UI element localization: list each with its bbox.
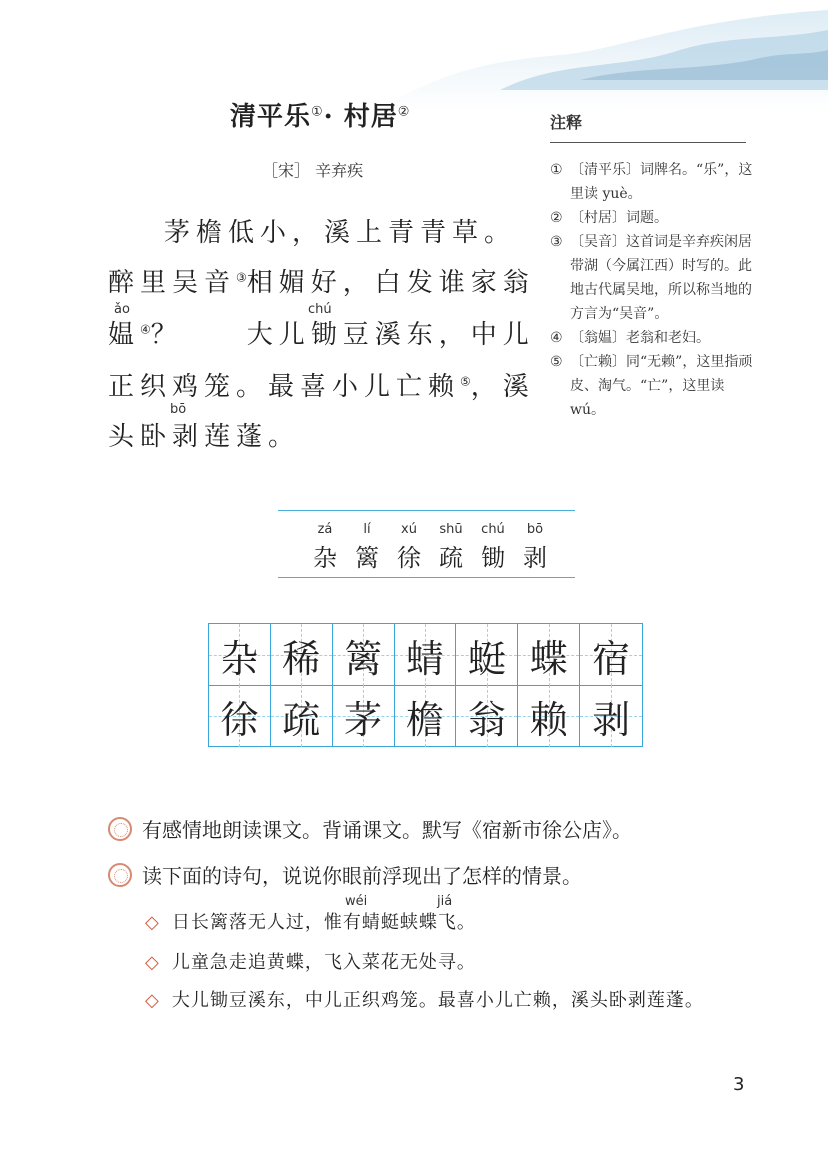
grid-row-1 [209, 624, 642, 686]
grid-cell: 翁 [456, 685, 518, 747]
pinyin-chu: chú [308, 302, 332, 317]
diamond-bullet-icon: ◇ [145, 952, 160, 973]
seal-bullet-icon [108, 817, 132, 841]
landscape-banner-illustration [380, 0, 828, 110]
vocab-bottom-rule [278, 577, 575, 578]
pinyin-jia: jiá [437, 894, 453, 909]
page-number: 3 [733, 1074, 745, 1095]
grid-cell: 徐 [209, 685, 271, 747]
poem-line-2: 醉里吴音③相媚好，白发谁家翁 [108, 268, 535, 298]
verse-item-1: ◇ 日长篱落无人过，惟有蜻蜓蛱蝶飞。 [145, 912, 476, 933]
vocab-word: zá 杂 [313, 522, 337, 572]
annotation-item: ④ 〔翁媪〕老翁和老妇。 [550, 330, 710, 346]
writing-practice-grid [208, 623, 643, 747]
footnote-marker-1: ① [311, 104, 324, 120]
annotations-panel [550, 110, 753, 418]
diamond-bullet-icon: ◇ [145, 990, 160, 1011]
poem-author: ［宋］ 辛弃疾 [262, 161, 364, 180]
diamond-bullet-icon: ◇ [145, 912, 160, 933]
grid-cell: 杂 [209, 624, 271, 686]
pinyin-bo: bō [170, 402, 187, 417]
exercise-1: 有感情地朗读课文。背诵课文。默写《宿新市徐公店》。 [108, 814, 632, 843]
poem-line-1: 茅檐低小，溪上青青草。 [164, 218, 517, 248]
annotation-item: ③ 〔吴音〕这首词是辛弃疾闲居带湖（今属江西）时写的。此地古代属吴地，所以称当地的方言为“吴音”。 [550, 234, 752, 322]
new-words-box [278, 510, 575, 578]
vocab-word: bō 剥 [523, 522, 547, 572]
grid-row-2 [209, 685, 642, 747]
seal-bullet-icon [108, 863, 132, 887]
annotations-divider [550, 142, 746, 143]
grid-cell: 蜓 [456, 624, 518, 686]
grid-cell: 稀 [271, 624, 333, 686]
exercise-2: 读下面的诗句，说说你眼前浮现出了怎样的情景。 [108, 860, 582, 889]
footnote-marker-2: ② [397, 104, 411, 120]
vocab-word: chú 锄 [481, 522, 505, 572]
vocab-word: xú 徐 [397, 522, 421, 572]
pinyin-wei: wéi [345, 894, 368, 909]
grid-cell: 宿 [580, 624, 642, 686]
annotation-item: ⑤ 〔亡赖〕同“无赖”，这里指顽皮、淘气。“亡”，这里读 wú。 [550, 354, 753, 418]
vocab-word: shū 疏 [439, 522, 463, 572]
grid-cell: 赖 [518, 685, 580, 747]
verse-item-3: ◇ 大儿锄豆溪东，中儿正织鸡笼。最喜小儿亡赖，溪头卧剥莲蓬。 [145, 990, 704, 1011]
vocab-top-rule [278, 510, 575, 511]
grid-cell: 蝶 [518, 624, 580, 686]
grid-cell: 疏 [271, 685, 333, 747]
grid-cell: 蜻 [395, 624, 457, 686]
grid-cell: 剥 [580, 685, 642, 747]
grid-cell: 茅 [333, 685, 395, 747]
pinyin-ao: ǎo [114, 302, 130, 317]
poem-title: 清平乐①· 村居② [230, 102, 411, 132]
verse-item-2: ◇ 儿童急走追黄蝶，飞入菜花无处寻。 [145, 952, 476, 973]
poem-line-5: 头卧剥莲蓬。 [108, 422, 301, 452]
annotations-heading: 注释 [550, 113, 583, 132]
annotation-item: ② 〔村居〕词题。 [550, 210, 668, 226]
poem-line-4: 正织鸡笼。最喜小儿亡赖⑤，溪 [108, 372, 535, 402]
poem-line-3: 媪④？ 大儿锄豆溪东，中儿 [108, 320, 535, 350]
annotation-item: ① 〔清平乐〕词牌名。“乐”，这里读 yuè。 [550, 162, 753, 202]
grid-cell: 篱 [333, 624, 395, 686]
vocab-word: lí 篱 [355, 522, 379, 572]
grid-cell: 檐 [395, 685, 457, 747]
